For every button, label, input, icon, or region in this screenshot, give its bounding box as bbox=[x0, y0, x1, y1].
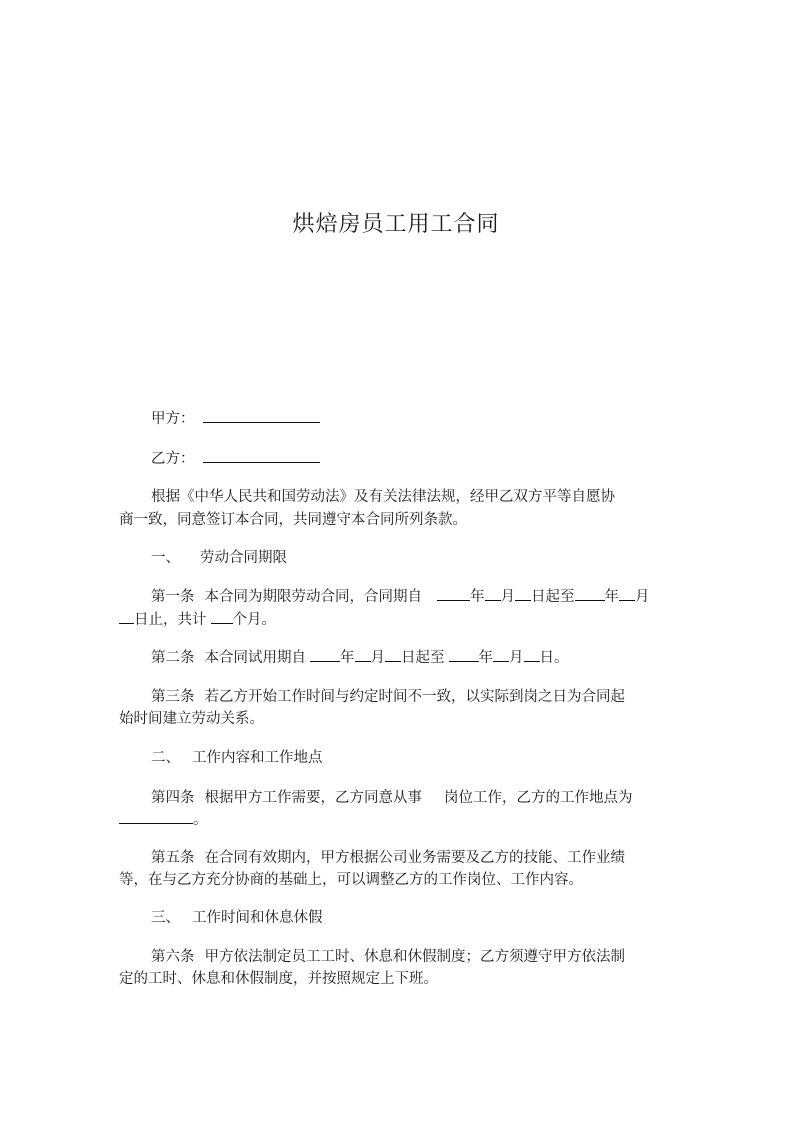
article-text-2: 岗位工作，乙方的工作地点为 bbox=[444, 790, 633, 806]
article-label: 第三条 bbox=[151, 689, 195, 705]
blank-month-count bbox=[211, 609, 233, 624]
article-label: 第五条 bbox=[151, 850, 195, 866]
article-6-line-2: 定的工时、休息和休假制度，并按照规定上下班。 bbox=[119, 971, 438, 987]
article-1-line-1 bbox=[151, 585, 650, 609]
blank-day-end bbox=[524, 647, 540, 662]
article-2-line-1 bbox=[151, 646, 569, 670]
party-a-line bbox=[151, 407, 320, 431]
article-4-line-2 bbox=[119, 808, 208, 832]
document-title: 烘焙房员工用工合同 bbox=[292, 212, 500, 237]
from-label: 日起至 bbox=[401, 650, 445, 666]
section-heading-1 bbox=[151, 546, 287, 570]
blank-day-end bbox=[119, 609, 134, 624]
blank-month-end bbox=[493, 647, 509, 662]
day-end-label: 日。 bbox=[539, 650, 569, 666]
section-heading-2 bbox=[151, 746, 323, 770]
blank-year bbox=[437, 586, 470, 601]
article-label: 第四条 bbox=[151, 790, 195, 806]
from-label: 日起至 bbox=[531, 589, 575, 605]
year-label: 年 bbox=[340, 650, 355, 666]
blank-work-location bbox=[119, 809, 193, 824]
article-text: 本合同试用期自 bbox=[204, 650, 306, 666]
blank-month bbox=[485, 586, 501, 601]
article-5-line-2: 等，在与乙方充分协商的基础上，可以调整乙方的工作岗位、工作内容。 bbox=[119, 872, 583, 888]
month-label: 月 bbox=[370, 650, 385, 666]
section-title: 劳动合同期限 bbox=[200, 550, 287, 566]
article-text: 在合同有效期内，甲方根据公司业务需要及乙方的技能、工作业绩 bbox=[204, 850, 625, 866]
article-text: 甲方依法制定员工工时、休息和休假制度；乙方须遵守甲方依法制 bbox=[204, 949, 625, 965]
year-label: 年 bbox=[604, 589, 619, 605]
year-label: 年 bbox=[470, 589, 485, 605]
blank-day bbox=[385, 647, 401, 662]
blank-month-end bbox=[619, 586, 635, 601]
blank-day bbox=[515, 586, 531, 601]
blank-month bbox=[355, 647, 371, 662]
article-4-line-1 bbox=[151, 786, 633, 810]
article-label: 第一条 bbox=[151, 589, 195, 605]
section-title: 工作内容和工作地点 bbox=[192, 750, 323, 766]
section-number: 一、 bbox=[151, 550, 180, 566]
article-label: 第二条 bbox=[151, 650, 195, 666]
blank-year-end bbox=[575, 586, 605, 601]
months-label: 个月。 bbox=[232, 612, 276, 628]
preamble-line-1: 根据《中华人民共和国劳动法》及有关法律法规，经甲乙双方平等自愿协 bbox=[151, 489, 615, 505]
year-label: 年 bbox=[478, 650, 493, 666]
party-b-line bbox=[151, 447, 320, 471]
month-label: 月 bbox=[509, 650, 524, 666]
party-b-blank bbox=[203, 448, 320, 463]
preamble-line-2: 商一致，同意签订本合同，共同遵守本合同所列条款。 bbox=[119, 512, 467, 528]
section-title: 工作时间和休息休假 bbox=[192, 910, 323, 926]
section-number: 三、 bbox=[151, 910, 180, 926]
article-text: 若乙方开始工作时间与约定时间不一致，以实际到岗之日为合同起 bbox=[204, 689, 625, 705]
article-text: 本合同为期限劳动合同，合同期自 bbox=[204, 589, 422, 605]
month-label: 月 bbox=[500, 589, 515, 605]
day-end-label: 日止，共计 bbox=[134, 612, 207, 628]
article-3-line-1 bbox=[151, 685, 625, 709]
party-b-label: 乙方： bbox=[151, 451, 195, 467]
section-heading-3 bbox=[151, 906, 323, 930]
article-text: 根据甲方工作需要，乙方同意从事 bbox=[204, 790, 422, 806]
period: 。 bbox=[193, 812, 208, 828]
month-label: 月 bbox=[635, 589, 650, 605]
section-number: 二、 bbox=[151, 750, 180, 766]
article-6-line-1 bbox=[151, 945, 625, 969]
article-5-line-1 bbox=[151, 846, 625, 870]
article-1-line-2 bbox=[119, 608, 276, 632]
blank-year bbox=[310, 647, 340, 662]
party-a-label: 甲方： bbox=[151, 411, 195, 427]
blank-year-end bbox=[449, 647, 479, 662]
article-label: 第六条 bbox=[151, 949, 195, 965]
article-3-line-2: 始时间建立劳动关系。 bbox=[119, 711, 264, 727]
party-a-blank bbox=[203, 408, 320, 423]
